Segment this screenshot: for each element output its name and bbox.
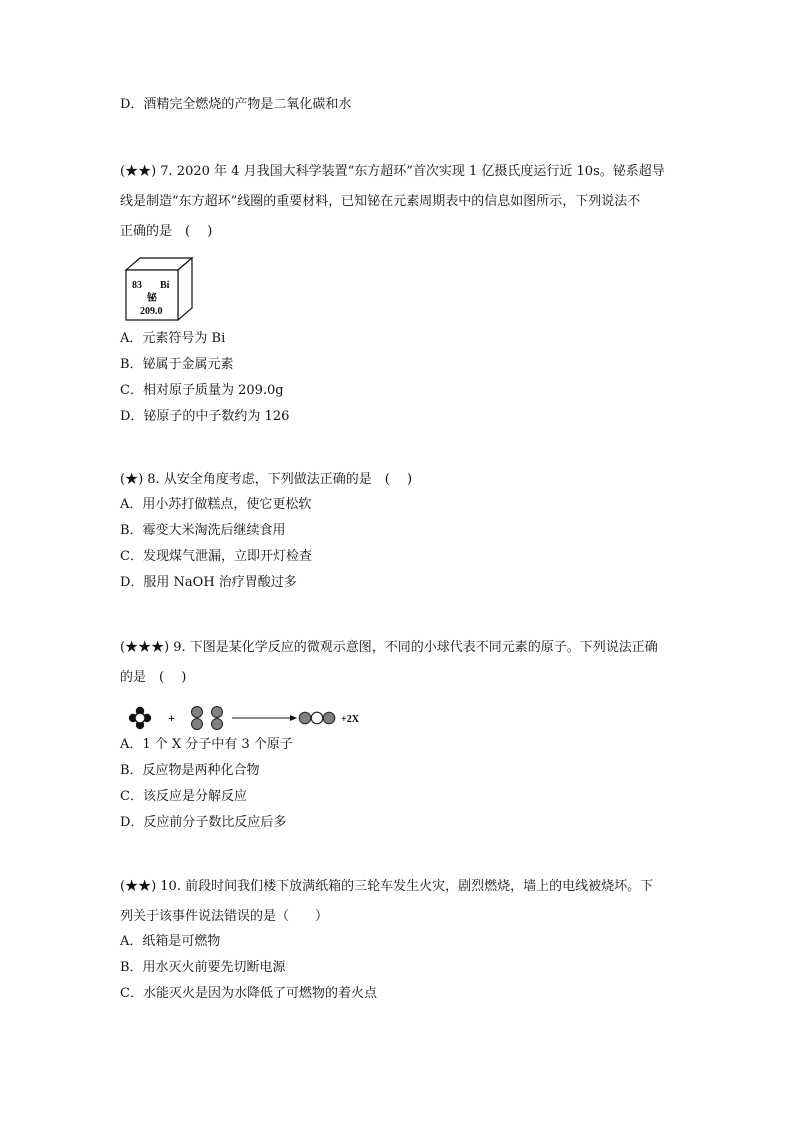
q9-option-d: D．反应前分子数比反应后多 [120, 815, 287, 830]
reactant-molecule-1 [129, 707, 151, 729]
element-name: 铋 [147, 293, 157, 304]
q7-option-d: D．铋原子的中子数约为 126 [120, 409, 290, 424]
q7-stem-line-2: 线是制造“东方超环”线圈的重要材料，已知铋在元素周期表中的信息如图所示，下列说法不 [120, 194, 641, 209]
q9-option-b: B．反应物是两种化合物 [120, 763, 260, 778]
reaction-micro-diagram [126, 704, 376, 732]
q10-stem-line-1: (★★) 10. 前段时间我们楼下放满纸箱的三轮车发生火灾，剧烈燃烧，墙上的电线被烧坏。下 [120, 879, 654, 894]
q7-option-a: A．元素符号为 Bi [120, 331, 226, 346]
element-symbol: Bi [160, 280, 170, 291]
q8-option-c: C．发现煤气泄漏，立即开灯检查 [120, 549, 312, 564]
q8-option-d: D．服用 NaOH 治疗胃酸过多 [120, 575, 297, 590]
element-atomic-mass: 209.0 [140, 306, 163, 317]
q10-stem-line-2: 列关于该事件说法错误的是（ ） [120, 909, 329, 924]
element-atomic-number: 83 [132, 280, 142, 291]
element-cube-figure [122, 256, 196, 324]
q9-stem-line-2: 的是 ( ) [120, 670, 187, 685]
q7-stem-line-1: (★★) 7. 2020 年 4 月我国大科学装置“东方超环”首次实现 1 亿摄氏度运行近 10s。铋系超导 [120, 164, 665, 179]
q8-option-a: A．用小苏打做糕点，使它更松软 [120, 497, 312, 512]
q9-option-a: A．1 个 X 分子中有 3 个原子 [120, 737, 293, 752]
q10-option-c: C．水能灭火是因为水降低了可燃物的着火点 [120, 986, 377, 1001]
q7-stem-line-3: 正确的是 ( ) [120, 224, 213, 239]
reactant-molecules-2 [192, 707, 223, 730]
q7-option-b: B．铋属于金属元素 [120, 357, 234, 372]
product-molecule [299, 712, 335, 724]
q10-option-b: B．用水灭火前要先切断电源 [120, 960, 286, 975]
q9-option-c: C．该反应是分解反应 [120, 789, 247, 804]
q7-option-c: C．相对原子质量为 209.0g [120, 383, 284, 398]
q6-option-d: D．酒精完全燃烧的产物是二氧化碳和水 [120, 97, 352, 112]
product-plus-2x: +2X [341, 714, 359, 725]
q8-option-b: B．霉变大米淘洗后继续食用 [120, 523, 286, 538]
reaction-arrow [232, 715, 297, 721]
reaction-plus-sign: + [168, 711, 175, 725]
q9-stem-line-1: (★★★) 9. 下图是某化学反应的微观示意图，不同的小球代表不同元素的原子。下列说法正确 [120, 640, 658, 655]
q8-stem: (★) 8. 从安全角度考虑，下列做法正确的是 ( ) [120, 472, 413, 487]
q10-option-a: A．纸箱是可燃物 [120, 934, 221, 949]
